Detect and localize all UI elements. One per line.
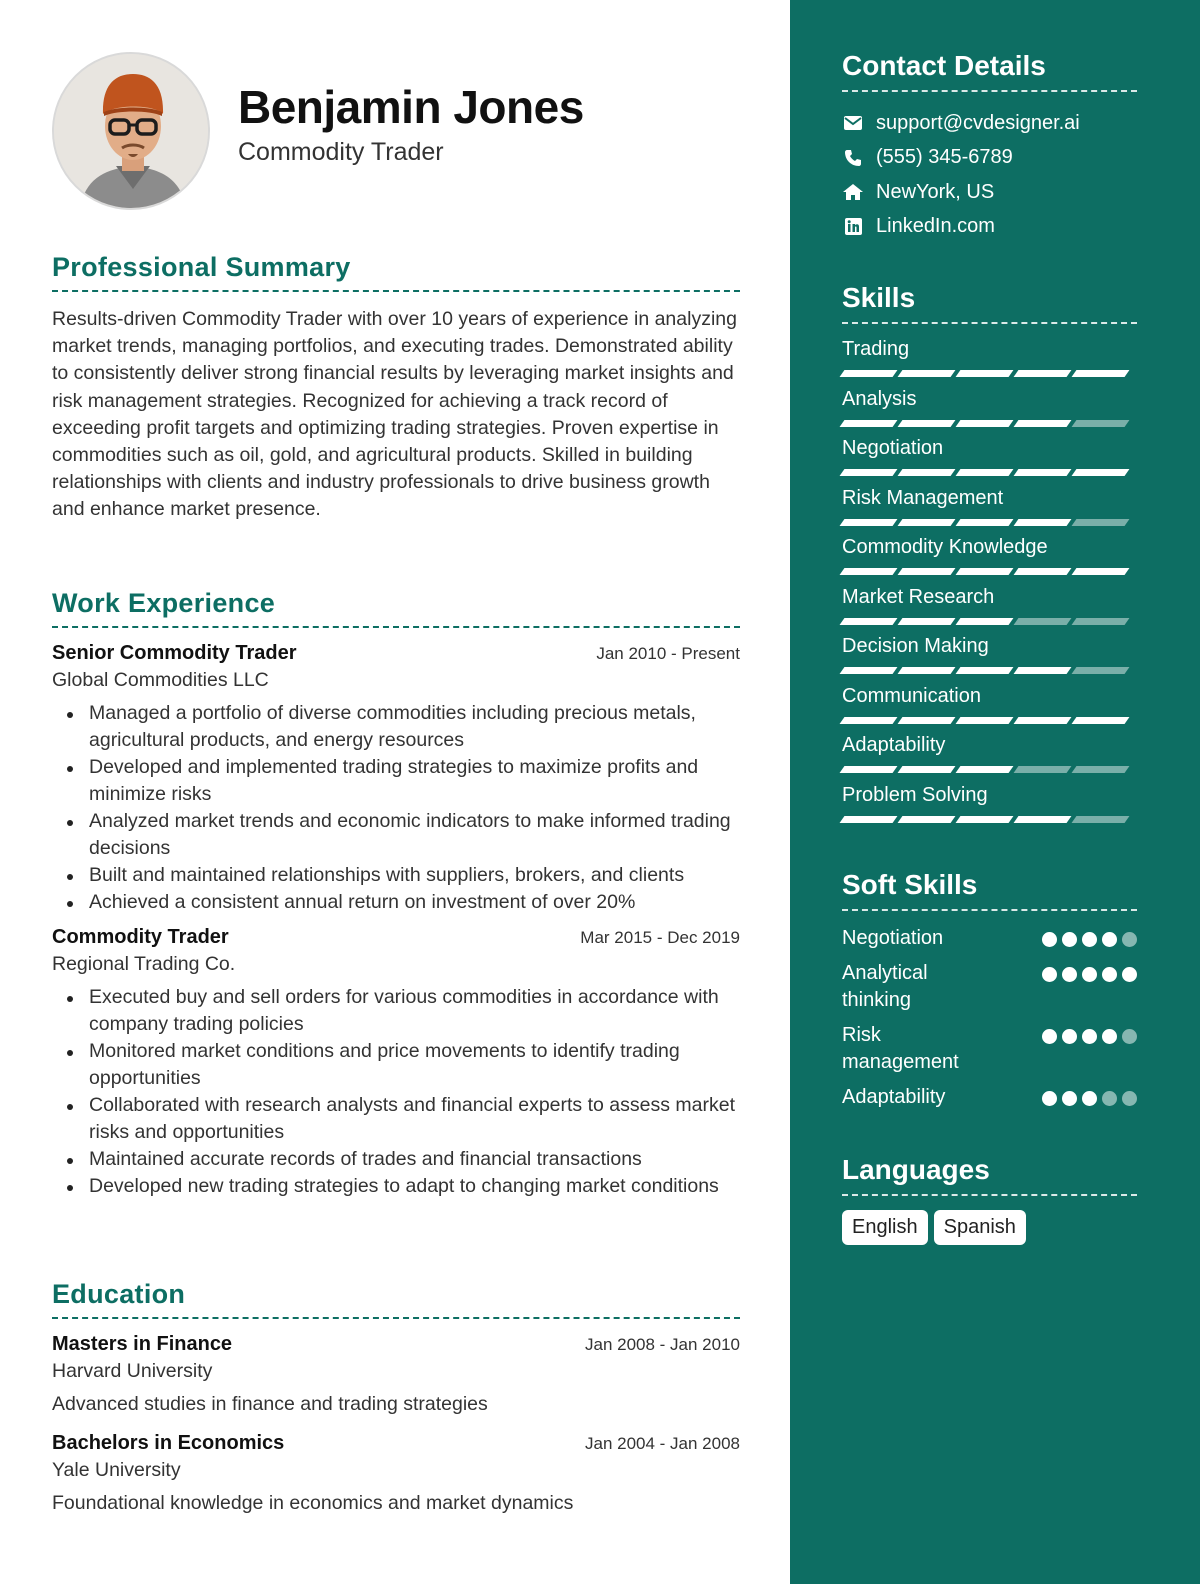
skill-level-bar [842,816,1137,823]
skill-name: Commodity Knowledge [842,536,1048,558]
rating-dot [1042,1029,1057,1044]
skill-level-segment [898,667,956,674]
education-entry [52,1432,740,1515]
rating-dot [1082,1091,1097,1106]
skill-level-segment [840,568,898,575]
language-tag: Spanish [934,1210,1026,1245]
profile-photo [52,52,210,210]
email-text: support@cvdesigner.ai [876,111,1080,134]
skill-item [842,388,1137,438]
skill-name: Trading [842,338,910,360]
languages-list [842,1210,1137,1245]
contact-phone[interactable] [842,141,1137,176]
education-description: Foundational knowledge in economics and market dynamics [52,1492,574,1514]
skill-name: Analysis [842,387,917,410]
summary-heading: Professional Summary [52,252,740,292]
skill-level-segment [956,816,1014,823]
education-section [52,1279,740,1525]
skill-level-bar [842,519,1137,526]
skill-level-segment [840,370,898,377]
rating-dot [1122,932,1137,947]
job-date: Jan 2010 - Present [596,644,740,663]
job-company: Regional Trading Co. [52,953,236,975]
languages-heading: Languages [842,1154,1137,1196]
bullet-item: Executed buy and sell orders for various commodities in accordance with company trading policies [52,984,740,1038]
skill-level-bar [842,469,1137,476]
skill-level-bar [842,667,1137,674]
skill-name: Adaptability [842,734,946,756]
soft-skill-name: Analytical thinking [842,962,928,1011]
skill-item [842,635,1137,685]
skill-level-segment [898,420,956,427]
skill-level-segment [840,717,898,724]
skill-name: Decision Making [842,635,989,657]
rating-dot [1102,1091,1117,1106]
skill-name: Communication [842,684,981,707]
skill-level-bar [842,618,1137,625]
professional-summary-section [52,252,740,524]
skill-level-segment [956,766,1014,773]
bullet-item: Developed new trading strategies to adapt to changing market conditions [52,1173,740,1200]
linkedin-text: LinkedIn.com [876,215,995,238]
soft-skill-name: Adaptability [842,1086,946,1108]
soft-skill-item [842,960,1137,1014]
skill-item [842,487,1137,537]
skill-level-segment [840,469,898,476]
skill-level-segment [956,667,1014,674]
rating-dot [1042,1091,1057,1106]
skill-level-segment [956,618,1014,625]
bullet-item: Collaborated with research analysts and financial experts to assess market risks and opportunities [52,1092,740,1146]
skill-level-bar [842,766,1137,773]
sidebar [790,0,1200,1584]
rating-dot [1102,932,1117,947]
education-date: Jan 2004 - Jan 2008 [584,1434,740,1453]
skill-level-segment [1014,766,1072,773]
skill-level-segment [1072,420,1130,427]
skill-level-segment [956,717,1014,724]
linkedin-icon [842,217,864,237]
skill-level-segment [956,519,1014,526]
person-avatar-icon [54,54,210,210]
soft-skill-rating [1042,932,1137,947]
education-description: Advanced studies in finance and trading strategies [52,1393,488,1415]
skill-item [842,536,1137,586]
skill-level-segment [840,618,898,625]
envelope-icon [842,113,864,133]
skills-section [842,282,1137,833]
job-role: Commodity Trader [52,926,229,948]
experience-heading: Work Experience [52,588,740,628]
soft-skill-name: Risk management [842,1024,959,1073]
skill-level-segment [840,816,898,823]
home-icon [842,182,864,202]
skill-level-segment [898,469,956,476]
skill-name: Market Research [842,585,995,608]
candidate-title: Commodity Trader [238,138,444,166]
soft-skills-list [842,925,1137,1111]
skill-item [842,338,1137,388]
bullet-item: Achieved a consistent annual return on investment of over 20% [52,889,740,916]
skill-level-segment [1014,667,1072,674]
school: Yale University [52,1459,181,1481]
skill-item [842,586,1137,636]
skill-level-segment [1072,816,1130,823]
rating-dot [1042,932,1057,947]
job-date: Mar 2015 - Dec 2019 [580,928,740,947]
skill-level-segment [1072,618,1130,625]
skill-level-segment [840,420,898,427]
soft-skill-rating [1042,1029,1137,1044]
skill-level-segment [840,766,898,773]
skill-level-segment [1014,420,1072,427]
language-tag: English [842,1210,928,1245]
skill-item [842,784,1137,834]
rating-dot [1122,967,1137,982]
skill-level-segment [1014,519,1072,526]
skill-name: Negotiation [842,437,944,459]
bullet-item: Monitored market conditions and price movements to identify trading opportunities [52,1038,740,1092]
soft-skill-rating [1042,1091,1137,1106]
education-entry [52,1333,740,1416]
candidate-name: Benjamin Jones [238,81,584,133]
rating-dot [1082,932,1097,947]
skill-level-segment [898,717,956,724]
skill-item [842,685,1137,735]
skill-level-segment [1072,469,1130,476]
skill-level-segment [898,370,956,377]
resume-header [52,52,752,212]
job-role: Senior Commodity Trader [52,642,297,664]
skill-level-segment [1014,469,1072,476]
rating-dot [1082,1029,1097,1044]
skill-level-segment [840,519,898,526]
soft-skill-item [842,1022,1137,1076]
soft-skill-rating [1042,967,1137,982]
skill-level-segment [1014,370,1072,377]
contact-linkedin[interactable] [842,210,1137,245]
skill-name: Problem Solving [842,783,988,806]
contact-section [842,50,1137,244]
rating-dot [1102,967,1117,982]
skill-level-segment [1014,618,1072,625]
skill-level-bar [842,370,1137,377]
job-company: Global Commodities LLC [52,669,269,691]
degree: Bachelors in Economics [52,1432,285,1454]
skill-level-segment [898,519,956,526]
skill-level-segment [1072,519,1130,526]
skill-level-segment [898,568,956,575]
skill-level-bar [842,420,1137,427]
location-text: NewYork, US [876,180,995,203]
skill-item [842,437,1137,487]
skill-level-segment [898,816,956,823]
job-entry [52,642,740,916]
soft-skill-item [842,925,1137,952]
summary-text: Results-driven Commodity Trader with over 10 years of experience in analyzing market trends, managing portfolios, and executing trades. Demonstrated ability to consistently deliver strong financial results by leveraging market insights and risk management strategies. Recognized for achieving a track record of exceeding profit targets and optimizing trading strategies. Proven expertise in commodities such as oil, gold, and agricultural products. Skilled in building relationships with clients and industry professionals to drive business growth and enhance market presence. [52,308,737,521]
job-entry [52,926,740,1200]
skill-level-segment [1072,667,1130,674]
skill-level-bar [842,717,1137,724]
degree: Masters in Finance [52,1333,233,1355]
skill-level-segment [956,469,1014,476]
skill-level-segment [1072,766,1130,773]
education-heading: Education [52,1279,740,1319]
phone-text: (555) 345-6789 [876,146,1013,169]
school: Harvard University [52,1360,213,1382]
soft-skills-heading: Soft Skills [842,869,1137,911]
soft-skills-section [842,869,1137,1119]
rating-dot [1062,932,1077,947]
bullet-item: Managed a portfolio of diverse commodities including precious metals, agricultural products, and energy resources [52,700,740,754]
skill-item [842,734,1137,784]
contact-heading: Contact Details [842,50,1137,92]
bullet-item: Maintained accurate records of trades and financial transactions [52,1146,740,1173]
job-bullets [52,700,740,916]
skill-level-segment [1014,568,1072,575]
bullet-item: Analyzed market trends and economic indicators to make informed trading decisions [52,808,740,862]
rating-dot [1062,1029,1077,1044]
rating-dot [1082,967,1097,982]
contact-email[interactable] [842,106,1137,141]
skill-level-segment [840,667,898,674]
skill-level-segment [898,618,956,625]
education-date: Jan 2008 - Jan 2010 [584,1335,740,1354]
job-bullets [52,984,740,1200]
skills-heading: Skills [842,282,1137,324]
skill-level-segment [1072,717,1130,724]
skill-level-segment [956,568,1014,575]
work-experience-section [52,588,740,1210]
contact-location [842,175,1137,210]
phone-icon [842,148,864,168]
bullet-item: Built and maintained relationships with suppliers, brokers, and clients [52,862,740,889]
rating-dot [1102,1029,1117,1044]
skill-level-segment [898,766,956,773]
rating-dot [1062,967,1077,982]
skill-level-segment [1072,370,1130,377]
skill-level-segment [1014,717,1072,724]
skill-name: Risk Management [842,486,1004,509]
rating-dot [1122,1029,1137,1044]
rating-dot [1122,1091,1137,1106]
skill-level-segment [1072,568,1130,575]
soft-skill-item [842,1084,1137,1111]
skill-level-segment [956,420,1014,427]
skill-level-bar [842,568,1137,575]
rating-dot [1042,967,1057,982]
bullet-item: Developed and implemented trading strategies to maximize profits and minimize risks [52,754,740,808]
skills-list [842,338,1137,833]
skill-level-segment [956,370,1014,377]
rating-dot [1062,1091,1077,1106]
soft-skill-name: Negotiation [842,927,944,949]
skill-level-segment [1014,816,1072,823]
languages-section [842,1154,1137,1245]
